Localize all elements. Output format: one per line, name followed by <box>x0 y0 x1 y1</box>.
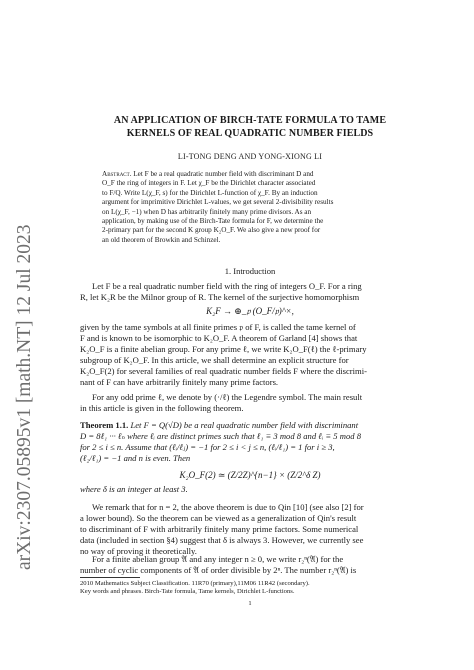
abstract-line: on L(χ_F, −1) when D has arbitrarily finitely many prime divisors. As an <box>102 207 312 216</box>
text-line: data (included in section §4) suggest that δ is always 3. However, we currently see <box>80 535 364 545</box>
text-line: a lower bound). So the theorem can be viewed as a generalization of Qin's result <box>80 513 357 523</box>
text-line: We remark that for n = 2, the above theorem is due to Qin [10] (see also [2] for <box>92 502 364 512</box>
paragraph-remark <box>80 502 420 557</box>
footnote-divider <box>80 577 140 578</box>
theorem-line: for 2 ≤ i ≤ n. Assume that (ℓᵢ/ℓⱼ) = −1 for 2 ≤ i < j ≤ n, (ℓᵢ/ℓ₁) = 1 for i ≥ 3, <box>80 442 335 452</box>
abstract-line: an old theorem of Browkin and Schinzel. <box>102 235 221 244</box>
title-line-2: KERNELS OF REAL QUADRATIC NUMBER FIELDS <box>126 128 374 139</box>
footnote-msc: 2010 Mathematics Subject Classification. 11R70 (primary),11M06 11R42 (secondary). <box>80 580 310 587</box>
abstract <box>102 170 398 245</box>
theorem-line: (ℓ₂/ℓ₁) = −1 and n is even. Then <box>80 453 191 463</box>
abstract-line: O_F the ring of integers in F. Let χ_F be the Dirichlet character associated <box>102 179 316 188</box>
text-line: subgroup of K₂O_F. In this article, we shall determine an explicit structure for <box>80 355 349 365</box>
intro-paragraph <box>80 281 420 303</box>
paragraph-legendre <box>80 392 420 414</box>
abstract-line: to F/Q. Write L(χ_F, s) for the Dirichlet L-function of χ_F. By an induction <box>102 188 318 197</box>
text-line: K₂O_F(2) for several families of real quadratic number fields F where the discrimi- <box>80 366 367 376</box>
text-line: nant of F can have arbitrarily finitely many prime factors. <box>80 377 279 387</box>
paragraph-tame-kernel <box>80 322 420 388</box>
text-line: in this article is given in the following theorem. <box>80 403 244 413</box>
abstract-line: 2-primary part for the second K group K₂O_F. We also give a new proof for <box>102 226 321 235</box>
text-line: R, let K₂R be the Milnor group of R. The kernel of the surjective homomorphism <box>80 292 360 302</box>
arxiv-id-text: arXiv:2307.05895v1 [math.NT] 12 Jul 2023 <box>14 224 35 570</box>
page-number: 1 <box>248 600 252 607</box>
theorem-line-0: Let F = Q(√D) be a real quadratic number field with discriminant <box>130 420 359 430</box>
theorem-line: D = 8ℓ₁ ··· ℓₙ where ℓᵢ are distinct primes such that ℓ₁ ≡ 3 mod 8 and ℓᵢ ≡ 5 mod 8 <box>80 431 362 441</box>
footnote-keywords: Key words and phrases. Birch-Tate formula, Tame kernels, Dirichlet L-functions. <box>80 588 295 595</box>
text-line: to discriminant of F with arbitrarily finitely many prime factors. Some numerical <box>80 524 359 534</box>
text-line: For any odd prime ℓ, we denote by (·/ℓ) the Legendre symbol. The main result <box>92 392 363 402</box>
paragraph-abelian-group <box>80 554 420 576</box>
abstract-line: argument for imprimitive Dirichlet L-values, we get several 2-divisibility results <box>102 198 334 207</box>
theorem-label: Theorem 1.1. <box>80 420 129 430</box>
text-line: number of cyclic components of 𝔄 of order divisible by 2ⁿ. The number r₂ⁿ(𝔄) is <box>80 565 357 575</box>
text-line: For a finite abelian group 𝔄 and any integer n ≥ 0, we write r₂ⁿ(𝔄) for the <box>92 554 344 564</box>
theorem-tail: where δ is an integer at least 3. <box>80 484 188 494</box>
theorem-1-1 <box>80 420 420 464</box>
text-line: no way of proving it theoretically. <box>80 546 197 556</box>
abstract-line-0: Let F be a real quadratic number field with discriminant D and <box>133 170 314 178</box>
equation-tame-symbol-map: K₂F → ⊕_𝔭 (O_F/𝔭)^×, <box>206 306 294 316</box>
title-line-1: AN APPLICATION OF BIRCH-TATE FORMULA TO TAME <box>113 115 387 126</box>
authors: LI-TONG DENG AND YONG-XIONG LI <box>177 152 323 161</box>
text-line: F and is known to be isomorphic to K₂O_F. A theorem of Garland [4] shows that <box>80 333 358 343</box>
equation-main-result: K₂O_F(2) ≃ (Z/2Z)^{n−1} × (Z/2^δ Z) <box>179 470 321 480</box>
abstract-label: Abstract. <box>102 170 132 178</box>
paper-title <box>80 114 420 140</box>
abstract-line: application, by making use of the Birch-Tate formula for F, we determine the <box>102 217 324 226</box>
text-line: Let F be a real quadratic number field with the ring of integers O_F. For a ring <box>92 281 362 291</box>
text-line: given by the tame symbols at all finite primes 𝔭 of F, is called the tame kernel of <box>80 322 356 332</box>
text-line: K₂O_F is a finite abelian group. For any prime ℓ, we write K₂O_F(ℓ) the ℓ-primary <box>80 344 367 354</box>
arxiv-identifier-stamp <box>4 40 40 580</box>
section-heading-introduction: 1. Introduction <box>224 266 276 276</box>
